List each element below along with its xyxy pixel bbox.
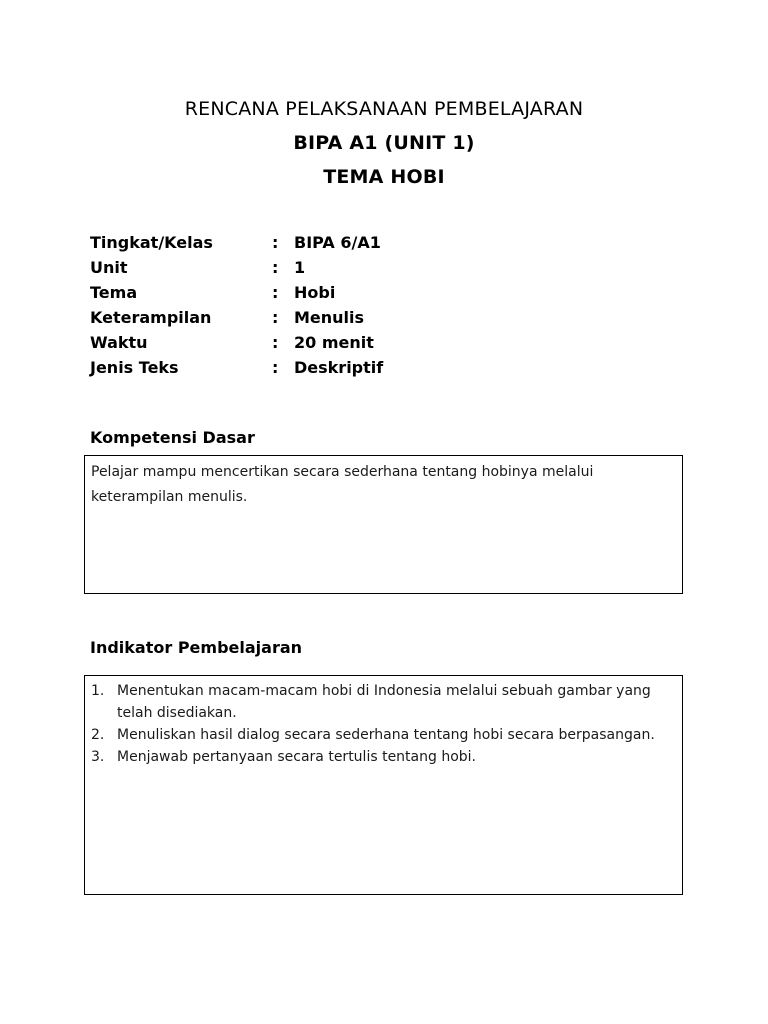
info-colon: : xyxy=(272,358,279,377)
info-row xyxy=(90,280,383,305)
kompetensi-box xyxy=(84,455,683,594)
info-label: Waktu xyxy=(90,333,148,352)
list-item xyxy=(91,724,676,746)
info-row xyxy=(90,330,383,355)
document-title: RENCANA PELAKSANAAN PEMBELAJARAN xyxy=(184,98,584,120)
info-colon: : xyxy=(272,333,279,352)
info-label: Tema xyxy=(90,283,138,302)
list-item-number: 2. xyxy=(91,727,105,743)
info-value: Menulis xyxy=(294,308,365,327)
info-label: Tingkat/Kelas xyxy=(90,233,213,252)
info-colon: : xyxy=(272,283,279,302)
list-item xyxy=(91,746,676,768)
list-item xyxy=(91,680,676,724)
info-value: Hobi xyxy=(294,283,336,302)
info-label: Keterampilan xyxy=(90,308,212,327)
list-item-text: Menuliskan hasil dialog secara sederhana tentang hobi secara berpasangan. xyxy=(117,727,655,743)
info-row xyxy=(90,230,383,255)
document-subtitle-unit: BIPA A1 (UNIT 1) xyxy=(293,132,475,154)
indikator-list xyxy=(91,680,676,768)
list-item-text: Menentukan macam-macam hobi di Indonesia melalui sebuah gambar yang telah disediakan. xyxy=(117,683,651,721)
indikator-box xyxy=(84,675,683,895)
info-label: Unit xyxy=(90,258,128,277)
info-value: BIPA 6/A1 xyxy=(294,233,381,252)
info-value: 1 xyxy=(294,258,306,277)
info-colon: : xyxy=(272,308,279,327)
list-item-text: Menjawab pertanyaan secara tertulis tentang hobi. xyxy=(117,749,476,765)
title-block xyxy=(0,92,768,194)
info-colon: : xyxy=(272,233,279,252)
info-row xyxy=(90,305,383,330)
document-subtitle-theme: TEMA HOBI xyxy=(323,166,445,188)
info-colon: : xyxy=(272,258,279,277)
info-value: Deskriptif xyxy=(294,358,384,377)
indikator-heading: Indikator Pembelajaran xyxy=(90,638,303,657)
info-value: 20 menit xyxy=(294,333,374,352)
kompetensi-heading: Kompetensi Dasar xyxy=(90,428,255,447)
kompetensi-text: Pelajar mampu mencertikan secara sederhana tentang hobinya melalui keterampilan menulis. xyxy=(91,464,594,505)
info-table xyxy=(90,230,383,380)
info-row xyxy=(90,355,383,380)
info-row xyxy=(90,255,383,280)
info-label: Jenis Teks xyxy=(90,358,179,377)
list-item-number: 1. xyxy=(91,683,105,699)
list-item-number: 3. xyxy=(91,749,105,765)
